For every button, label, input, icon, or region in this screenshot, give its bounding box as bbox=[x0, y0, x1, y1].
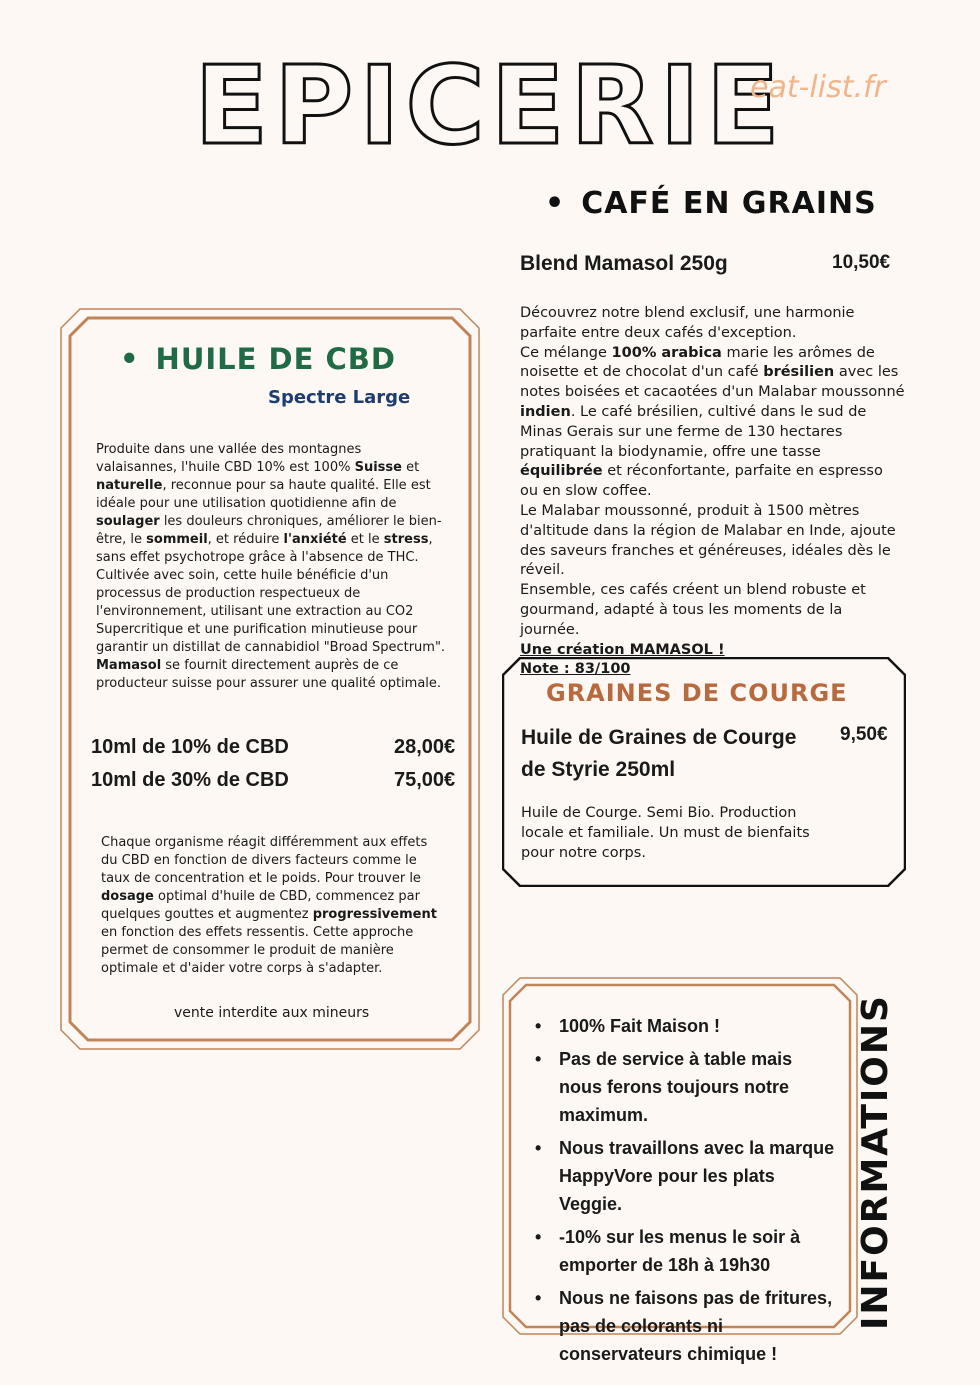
info-item: • Nous travaillons avec la marque HappyVore pour les plats Veggie. bbox=[535, 1134, 835, 1218]
info-item: • Pas de service à table mais nous ferons toujours notre maximum. bbox=[535, 1045, 835, 1129]
cbd-price-value-1: 28,00€ bbox=[394, 736, 456, 758]
info-item: • -10% sur les menus le soir à emporter de 18h à 19h30 bbox=[535, 1223, 835, 1279]
cbd-footer: vente interdite aux mineurs bbox=[174, 1005, 370, 1021]
cbd-price-label-2: 10ml de 30% de CBD bbox=[91, 769, 289, 791]
page-title: EPICERIE bbox=[194, 44, 786, 169]
courge-description: Huile de Courge. Semi Bio. Production locale et familiale. Un must de bienfaits pour notre corps. bbox=[521, 805, 810, 861]
cbd-dosage-note: Chaque organisme réagit différemment aux effets du CBD en fonction de divers facteurs comme le taux de concentration et le poids. Pour trouver le dosage optimal d'huile de CBD, commencez par quelques gouttes et augmentez progressivement en fonction des effets ressentis. Cette approche permet de consommer le produit de manière optimale et d'aider votre corps à s'adapter. bbox=[101, 835, 437, 976]
info-heading: INFORMATIONS bbox=[855, 994, 896, 1330]
info-item: • 100% Fait Maison ! bbox=[535, 1012, 835, 1040]
watermark: eat-list.fr bbox=[750, 70, 886, 105]
cafe-creation-link[interactable]: Une création MAMASOL ! bbox=[520, 641, 725, 658]
cafe-description bbox=[520, 304, 905, 680]
cafe-item-price: 10,50€ bbox=[832, 252, 891, 273]
cbd-subheading: Spectre Large bbox=[268, 387, 411, 408]
courge-item-name: Huile de Graines de Courge de Styrie 250ml bbox=[521, 726, 797, 781]
info-item: • Nous ne faisons pas de fritures, pas de colorants ni conservateurs chimique ! bbox=[535, 1284, 835, 1368]
cafe-note-link[interactable]: Note : 83/100 bbox=[520, 661, 631, 678]
courge-item-price: 9,50€ bbox=[840, 724, 888, 745]
cbd-description: Produite dans une vallée des montagnes valaisannes, l'huile CBD 10% est 100% Suisse et naturelle, reconnue pour sa haute qualité. Elle est idéale pour une utilisation quotidienne afin de soulager les douleurs chroniques, améliorer le bien-être, le sommeil, et réduire l'anxiété et le stress, sans effet psychotrope grâce à l'absence de THC. Cultivée avec soin, cette huile bénéficie d'un processus de production respectueux de l'environnement, utilisant une extraction au CO2 Supercritique et une purification minutieuse pour garantir un distillat de cannabidiol "Broad Spectrum". Mamasol se fournit directement auprès de ce producteur suisse pour assurer une qualité optimale. bbox=[96, 442, 446, 691]
cafe-heading: • CAFÉ EN GRAINS bbox=[545, 186, 877, 221]
cafe-item-name: Blend Mamasol 250g bbox=[520, 252, 728, 275]
courge-heading: GRAINES DE COURGE bbox=[546, 679, 848, 707]
cafe-description-text: Découvrez notre blend exclusif, une harmonie parfaite entre deux cafés d'exception. Ce mélange 100% arabica marie les arômes de noisette et de chocolat d'un café brésilien avec les notes boisées et cacaotées d'un Malabar moussonné indien. Le café brésilien, cultivé dans le sud de Minas Gerais sur une ferme de 130 hectares pratiquant la biodynamie, offre une tasse équilibrée et réconfortante, parfaite en espresso ou en slow coffee. Le Malabar moussonné, produit à 1500 mètres d'altitude dans la région de Malabar en Inde, ajoute des saveurs franches et généreuses, idéales dès le réveil. Ensemble, ces cafés créent un blend robuste et gourmand, adapté à tous les moments de la journée. bbox=[520, 305, 905, 638]
info-list bbox=[535, 1012, 835, 1373]
cbd-heading: • HUILE DE CBD bbox=[120, 342, 396, 376]
cbd-price-label-1: 10ml de 10% de CBD bbox=[91, 736, 289, 758]
cbd-price-value-2: 75,00€ bbox=[394, 769, 456, 791]
